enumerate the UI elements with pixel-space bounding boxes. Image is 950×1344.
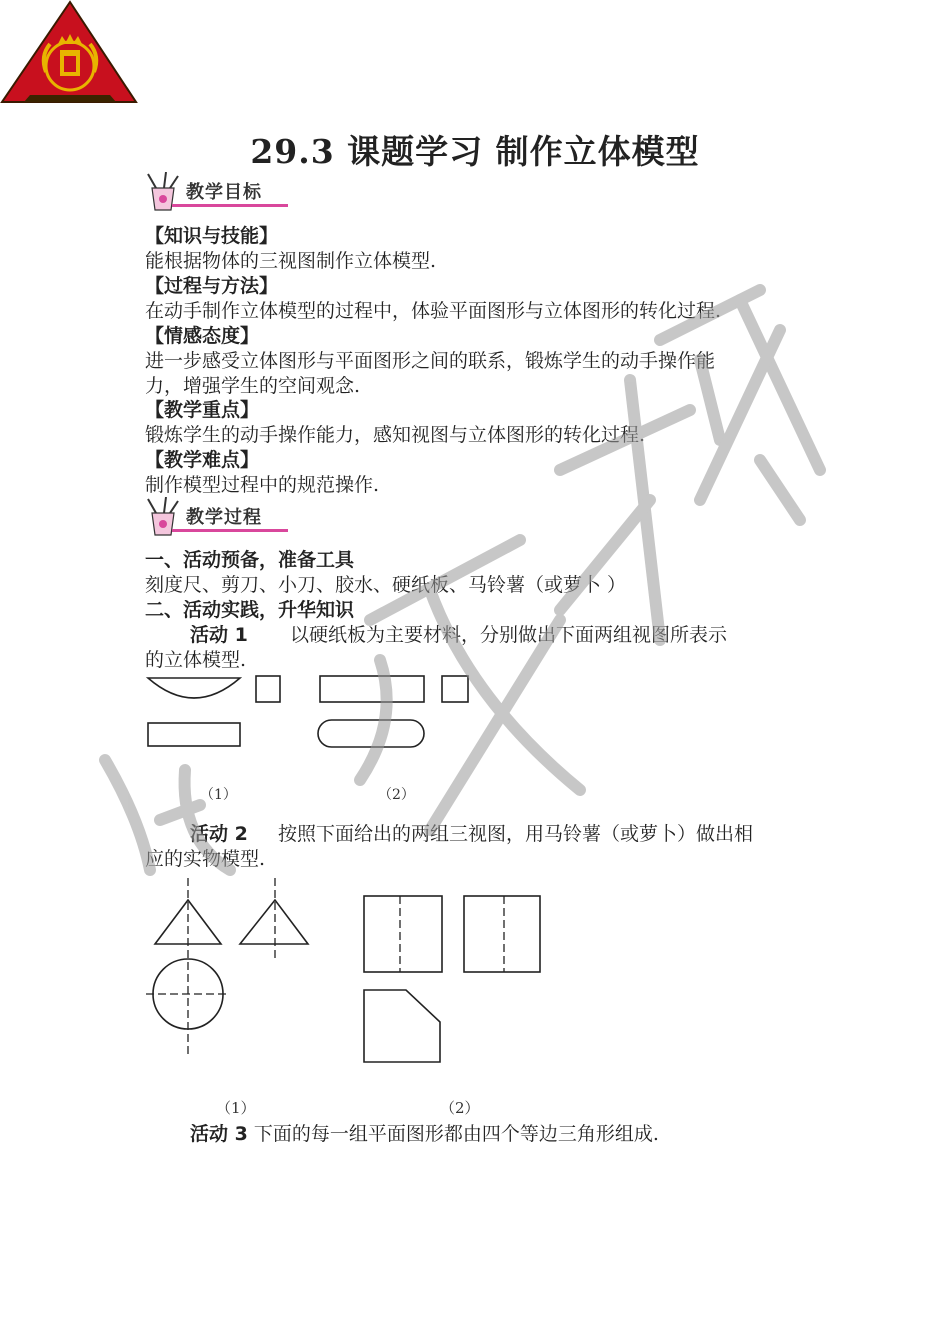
activity2-label: 活动 2: [190, 823, 248, 845]
key-text: 锻炼学生的动手操作能力，感知视图与立体图形的转化过程.: [145, 424, 646, 446]
emotion-text-line2: 力，增强学生的空间观念.: [145, 375, 361, 397]
key-heading: 【教学重点】: [145, 399, 260, 421]
prism-three-views-figure: [360, 890, 550, 1070]
activity2-paragraph: [190, 822, 870, 847]
section2-heading: 二、活动实践，升华知识: [145, 599, 355, 621]
fig1-caption-1: （1）: [200, 787, 237, 803]
small-square-view: [256, 676, 280, 702]
fig2-caption-1: （1）: [216, 1099, 256, 1117]
activity2-text: 按照下面给出的两组三视图，用马铃薯（或萝卜）做出相: [277, 823, 753, 845]
knowledge-heading: 【知识与技能】: [145, 225, 279, 247]
activity1-views-figure: [140, 670, 480, 760]
cone-three-views-figure: [140, 872, 320, 1062]
activity1-text-line2: 的立体模型.: [145, 649, 247, 671]
rounded-slot-view: [318, 720, 424, 747]
school-logo: [0, 0, 140, 106]
half-disc-view: [148, 678, 240, 698]
activity1-paragraph: [190, 623, 870, 648]
section-banner-goals: [144, 172, 290, 212]
banner-underline: [172, 529, 288, 532]
rectangle-view: [148, 723, 240, 746]
banner-label: 教学过程: [186, 507, 262, 528]
banner-underline: [172, 204, 288, 207]
emotion-heading: 【情感态度】: [145, 325, 260, 347]
activity3-paragraph: [190, 1122, 870, 1147]
banner-label: 教学目标: [186, 182, 262, 203]
fig1-caption-2: （2）: [378, 787, 415, 803]
fig2-caption-2: （2）: [440, 1099, 480, 1117]
page-title: 29.3 课题学习 制作立体模型: [250, 132, 700, 171]
difficult-heading: 【教学难点】: [145, 449, 260, 471]
emotion-text-line1: 进一步感受立体图形与平面图形之间的联系，锻炼学生的动手操作能: [145, 350, 716, 372]
activity1-text: 以硬纸板为主要材料，分别做出下面两组视图所表示: [289, 624, 727, 646]
square-view: [442, 676, 468, 702]
long-rectangle-view: [320, 676, 424, 702]
activity1-label: 活动 1: [190, 624, 248, 646]
method-text: 在动手制作立体模型的过程中，体验平面图形与立体图形的转化过程.: [145, 300, 722, 322]
section1-text: 刻度尺、剪刀、小刀、胶水、硬纸板、马铃薯（或萝卜 ）: [145, 574, 627, 596]
activity3-label: 活动 3: [190, 1123, 248, 1145]
method-heading: 【过程与方法】: [145, 275, 279, 297]
section-banner-process: [144, 497, 290, 537]
activity3-text: 下面的每一组平面图形都由四个等边三角形组成.: [253, 1123, 659, 1145]
section1-heading: 一、活动预备，准备工具: [145, 549, 355, 571]
activity2-text-line2: 应的实物模型.: [145, 848, 266, 870]
knowledge-text: 能根据物体的三视图制作立体模型.: [145, 250, 437, 272]
difficult-text: 制作模型过程中的规范操作.: [145, 474, 380, 496]
